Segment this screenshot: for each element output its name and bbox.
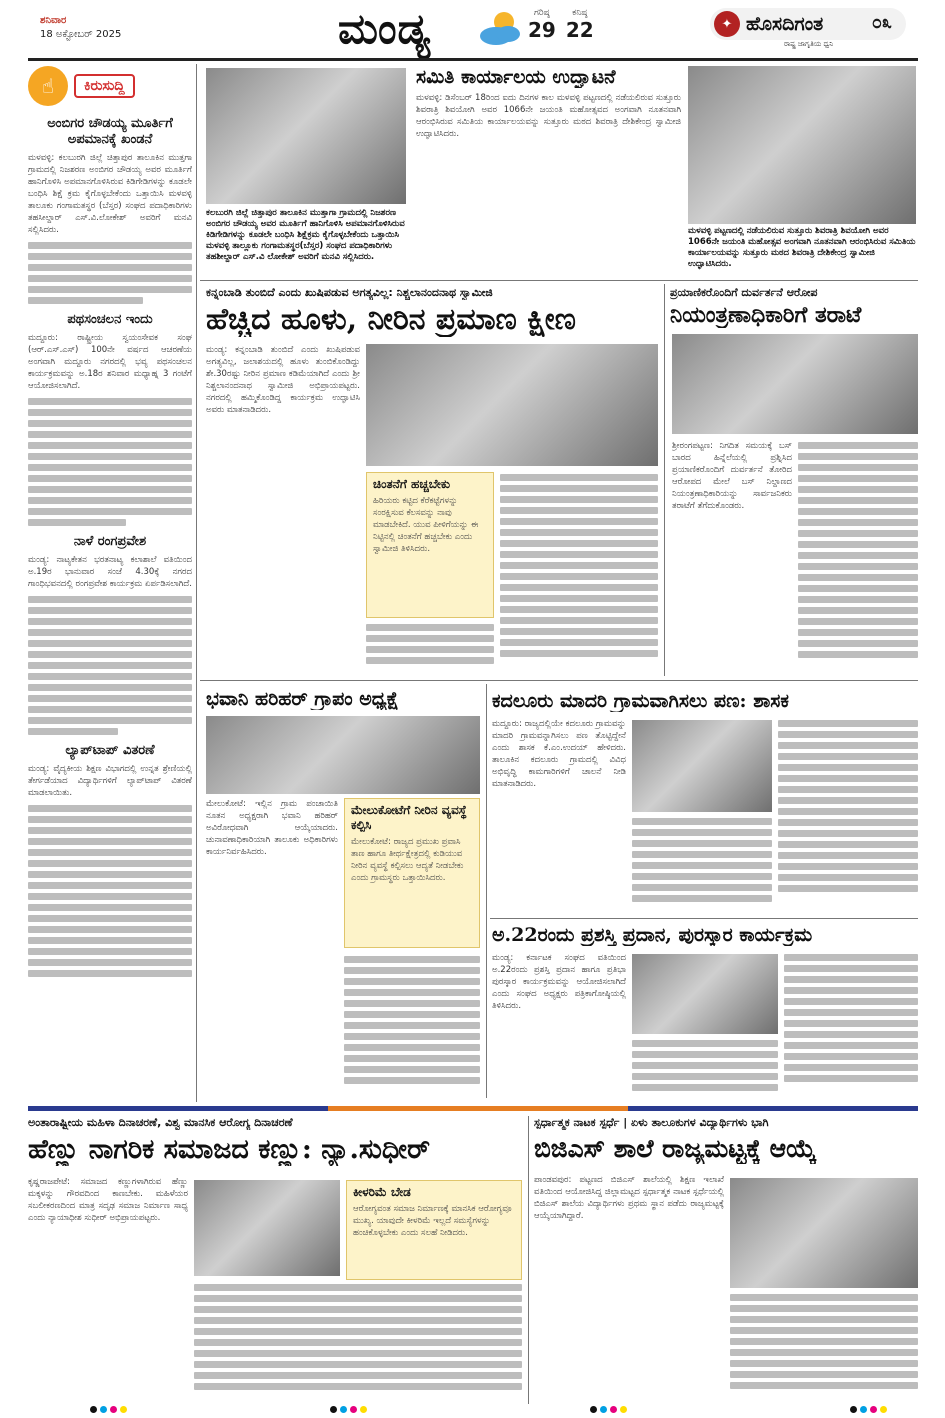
registration-dots	[850, 1406, 887, 1413]
lead-headline: ಹೆಚ್ಚಿದ ಹೂಳು, ನೀರಿನ ಪ್ರಮಾಣ ಕ್ಷೀಣ	[206, 302, 576, 337]
kadaluru-text-filler	[778, 720, 918, 914]
seminar-photo	[194, 1180, 340, 1276]
bhavani-story: ಮೇಲುಕೋಟೆ: ಇಲ್ಲಿನ ಗ್ರಾಮ ಪಂಚಾಯಿತಿ ನೂತನ ಅಧ್ಯಕ್ಷರಾಗಿ ಭವಾನಿ ಹರಿಹರ್ ಅವಿರೋಧವಾಗಿ ಆಯ್ಕೆಯಾದರು. ಚುನಾವಣಾಧಿಕಾರಿಯಾಗಿ ತಾಲೂಕು ಅಧಿಕಾರಿಗಳು ಕಾರ್ಯನಿರ್ವಹಿಸಿದರು.	[206, 799, 338, 857]
lead-kicker: ಕನ್ನಂಬಾಡಿ ತುಂಬಿದೆ ಎಂದು ಖುಷಿಪಡುವ ಅಗತ್ಯವಿಲ್ಲ: ನಿಶ್ಚಲಾನಂದನಾಥ ಸ್ವಾಮೀಜಿ	[206, 286, 493, 299]
newspaper-brand	[710, 8, 906, 40]
sidebar-headline: ಲ್ಯಾಪ್‌ಟಾಪ್ ವಿತರಣೆ	[65, 743, 155, 758]
date: 18 ಅಕ್ಟೋಬರ್ 2025	[40, 29, 122, 40]
story-text-filler	[28, 242, 192, 304]
column-divider	[528, 1116, 529, 1404]
lead-text-filler	[500, 474, 658, 670]
bgs-text-filler	[730, 1294, 918, 1402]
box-text: ಆರೋಗ್ಯವಂತ ಸಮಾಜ ನಿರ್ಮಾಣಕ್ಕೆ ಮಾನಸಿಕ ಆರೋಗ್ಯವೂ ಮುಖ್ಯ. ಯಾವುದೇ ಕೀಳರಿಮೆ ಇಲ್ಲದೆ ಸಮಸ್ಯೆಗಳನ್ನು ಹಂಚಿಕೊಳ್ಳಬೇಕು ಎಂದು ಸಲಹೆ ನೀಡಿದರು.	[353, 1204, 512, 1238]
samiti-story: ಮಳವಳ್ಳಿ: ಡಿಸೆಂಬರ್ 18ರಿಂದ ಐದು ದಿನಗಳ ಕಾಲ ಮಳವಳ್ಳಿ ಪಟ್ಟಣದಲ್ಲಿ ನಡೆಯಲಿರುವ ಸುತ್ತೂರು ಶಿವರಾತ್ರಿ ಶಿವಯೋಗಿ ಅವರ 1066ನೇ ಜಯಂತಿ ಮಹೋತ್ಸವದ ಅಂಗವಾಗಿ ನೂತನವಾಗಿ ಆರಂಭಿಸಿರುವ ಸಮಿತಿಯ ಕಾರ್ಯಾಲಯವನ್ನು ಸುತ್ತೂರು ಮಠದ ಶಿವರಾತ್ರಿ ದೇಶಿಕೇಂದ್ರ ಸ್ವಾಮೀಜಿ ಉದ್ಘಾಟಿಸಿದರು.	[416, 93, 681, 139]
sidebar-headline: ಅಂಬಿಗರ ಚೌಡಯ್ಯ ಮೂರ್ತಿಗೆ ಅಪಮಾನಕ್ಕೆ ಖಂಡನೆ	[47, 116, 173, 147]
short-news-sidebar	[28, 64, 192, 1102]
section-rule	[200, 680, 918, 681]
bgs-story: ಪಾಂಡವಪುರ: ಪಟ್ಟಣದ ಬಿಜಿಎಸ್ ಶಾಲೆಯಲ್ಲಿ ಶಿಕ್ಷಣ ಇಲಾಖೆ ವತಿಯಿಂದ ಆಯೋಜಿಸಿದ್ದ ಜಿಲ್ಲಾಮಟ್ಟದ ಸ್ಪರ್ಧಾತ್ಮಕ ನಾಟಕ ಸ್ಪರ್ಧೆಯಲ್ಲಿ ಬಿಜಿಎಸ್ ಶಾಲೆಯ ವಿದ್ಯಾರ್ಥಿಗಳು ಪ್ರಥಮ ಸ್ಥಾನ ಪಡೆದು ರಾಜ್ಯಮಟ್ಟಕ್ಕೆ ಆಯ್ಕೆಯಾಗಿದ್ದಾರೆ.	[534, 1175, 724, 1221]
box-title: ಮೇಲುಕೋಟೆಗೆ ನೀರಿನ ವ್ಯವಸ್ಥೆ ಕಲ್ಪಿಸಿ	[351, 803, 467, 832]
short-news-brand	[28, 64, 192, 108]
development-photo	[632, 720, 772, 812]
sidebar-story: ಮಳವಳ್ಳಿ: ಕಲಬುರಗಿ ಜಿಲ್ಲೆ ಚಿತ್ತಾಪುರ ತಾಲೂಕಿನ ಮುತ್ತಗಾ ಗ್ರಾಮದಲ್ಲಿ ನಿಜಶರಣ ಅಂಬಿಗರ ಚೌಡಯ್ಯ ಅವರ ಮೂರ್ತಿಗೆ ಹಾನಿಗೊಳಿಸಿ ಅಪಮಾನಗೊಳಿಸಿರುವ ಕಿಡಿಗೇಡಿಗಳನ್ನು ಕೂಡಲೇ ಬಂಧಿಸಿ ಶಿಕ್ಷೆ ಕ್ರಮ ಕೈಗೊಳ್ಳಬೇಕೆಂದು ಒತ್ತಾಯಿಸಿ ಮಳವಳ್ಳಿ ತಾಲೂಕು ಗಂಗಾಮತಸ್ಥರ (ಬೆಸ್ತರ) ಸಂಘದ ಪದಾಧಿಕಾರಿಗಳು ತಹಸೀಲ್ದಾರ್ ಎಸ್.ವಿ.ಲೋಕೇಶ್ ಅವರಿಗೆ ಮನವಿ ಸಲ್ಲಿಸಿದರು.	[28, 153, 192, 235]
weather-icon	[476, 8, 524, 48]
box-text: ಹಿರಿಯರು ಕಟ್ಟಿದ ಕೆರೆಕಟ್ಟೆಗಳನ್ನು ಸಂರಕ್ಷಿಸುವ ಕೆಲಸವನ್ನು ನಾವು ಮಾಡಬೇಕಿದೆ. ಯುವ ಪೀಳಿಗೆಯನ್ನು ಈ ನಿಟ್ಟಿನಲ್ಲಿ ಚಿಂತನೆಗೆ ಹಚ್ಚಬೇಕು ಎಂದು ಸ್ವಾಮೀಜಿ ತಿಳಿಸಿದರು.	[373, 496, 479, 554]
column-divider	[664, 284, 665, 676]
info-box	[366, 472, 494, 618]
kadaluru-text-filler	[632, 818, 772, 914]
min-temp-label: ಕನಿಷ್ಠ	[572, 8, 588, 18]
sidebar-story: ಮಂಡ್ಯ: ನಾಟ್ಯಕೇತನ ಭರತನಾಟ್ಯ ಕಲಾಶಾಲೆ ವತಿಯಿಂದ ಅ.19ರ ಭಾನುವಾರ ಸಂಜೆ 4.30ಕ್ಕೆ ನಗರದ ಗಾಂಧಿಭವನದಲ್ಲಿ ರಂಗಪ್ರವೇಶ ಕಾರ್ಯಕ್ರಮ ಏರ್ಪಡಿಸಲಾಗಿದೆ.	[28, 555, 192, 589]
panchayat-photo	[206, 716, 480, 794]
samiti-headline: ಸಮಿತಿ ಕಾರ್ಯಾಲಯ ಉದ್ಘಾಟನೆ	[416, 66, 616, 88]
registration-dots	[90, 1406, 127, 1413]
paper-tagline: ರಾಷ್ಟ್ರ ಜಾಗೃತಿಯ ಧ್ವನಿ	[784, 40, 834, 48]
story-text-filler	[28, 398, 192, 526]
story-text-filler	[28, 596, 192, 735]
photo-caption: ಕಲಬುರಗಿ ಜಿಲ್ಲೆ ಚಿತ್ತಾಪುರ ತಾಲೂಕಿನ ಮುತ್ತಾಗಾ ಗ್ರಾಮದಲ್ಲಿ ನಿಜಶರಣ ಅಂಬಿಗರ ಚೌಡಯ್ಯ ಅವರ ಮೂರ್ತಿಗೆ ಹಾನಿಗೊಳಿಸಿ ಅಪಮಾನಗೊಳಿಸಿರುವ ಕಿಡಿಗೇಡಿಗಳನ್ನು ಕೂಡಲೇ ಬಂಧಿಸಿ ಶಿಕ್ಷೆಕ್ರಮ ಕೈಗೊಳ್ಳಬೇಕೆಂದು ಒತ್ತಾಯಿಸಿ ಮಳವಳ್ಳಿ ತಾಲ್ಲೂಕು ಗಂಗಾಮತಸ್ಥರ(ಬೆಸ್ತರ) ಸಂಘದ ಪದಾಧಿಕಾರಿಗಳು ತಹಶೀಲ್ದಾರ್ ಎಸ್.ವಿ ಲೋಕೇಶ್ ಅವರಿಗೆ ಮನವಿ ಸಲ್ಲಿಸಿದರು.	[206, 208, 405, 262]
prashasti-story: ಮಂಡ್ಯ: ಕರ್ನಾಟಕ ಸಂಘದ ವತಿಯಿಂದ ಅ.22ರಂದು ಪ್ರಶಸ್ತಿ ಪ್ರದಾನ ಹಾಗೂ ಪ್ರತಿಭಾ ಪುರಸ್ಕಾರ ಕಾರ್ಯಕ್ರಮವನ್ನು ಆಯೋಜಿಸಲಾಗಿದೆ ಎಂದು ಸಂಘದ ಅಧ್ಯಕ್ಷರು ಪತ್ರಿಕಾಗೋಷ್ಠಿಯಲ್ಲಿ ತಿಳಿಸಿದರು.	[492, 953, 626, 1011]
protest-photo	[206, 68, 406, 204]
min-temp: 22	[565, 18, 594, 42]
box-title: ಚಿಂತನೆಗೆ ಹಚ್ಚಬೇಕು	[373, 477, 451, 491]
info-box	[346, 1180, 522, 1280]
section-color-bar	[28, 1106, 918, 1111]
lead-text-filler	[366, 624, 494, 674]
bgs-kicker: ಸ್ಪರ್ಧಾತ್ಮಕ ನಾಟಕ ಸ್ಪರ್ಧೆ | ಏಳು ತಾಲೂಕುಗಳ ವಿದ್ಯಾರ್ಥಿಗಳು ಭಾಗಿ	[534, 1116, 769, 1129]
weekday: ಶನಿವಾರ	[40, 15, 67, 26]
kadaluru-headline: ಕದಲೂರು ಮಾದರಿ ಗ್ರಾಮವಾಗಿಸಲು ಪಣ: ಶಾಸಕ	[492, 690, 789, 712]
lead-story: ಮಂಡ್ಯ: ಕನ್ನಂಬಾಡಿ ತುಂಬಿದೆ ಎಂದು ಖುಷಿಪಡುವ ಅಗತ್ಯವಿಲ್ಲ, ಜಲಾಶಯದಲ್ಲಿ ಹೂಳು ತುಂಬಿಕೊಂಡಿದ್ದು ಶೇ.30ರಷ್ಟು ನೀರಿನ ಪ್ರಮಾಣ ಕಡಿಮೆಯಾಗಿದೆ ಎಂದು ಶ್ರೀ ನಿಶ್ಚಲಾನಂದನಾಥ ಸ್ವಾಮೀಜಿ ಅಭಿಪ್ರಾಯಪಟ್ಟರು. ನಗರದಲ್ಲಿ ಹಮ್ಮಿಕೊಂಡಿದ್ದ ಕಾರ್ಯಕ್ರಮ ಉದ್ಘಾಟಿಸಿ ಅವರು ಮಾತನಾಡಿದರು.	[206, 345, 360, 415]
photo-caption: ಮಳವಳ್ಳಿ ಪಟ್ಟಣದಲ್ಲಿ ನಡೆಯಲಿರುವ ಸುತ್ತೂರು ಶಿವರಾತ್ರಿ ಶಿವಯೋಗಿ ಅವರ 1066ನೇ ಜಯಂತಿ ಮಹೋತ್ಸವ ಅಂಗವಾಗಿ ನೂತನವಾಗಿ ಆರಂಭಿಸಿರುವ ಸಮಿತಿಯ ಕಾರ್ಯಾಲಯವನ್ನು ಸುತ್ತೂರು ಮಠದ ಶಿವರಾತ್ರಿ ದೇಶಿಕೇಂದ್ರ ಸ್ವಾಮೀಜಿ ಉದ್ಘಾಟಿಸಿದರು.	[688, 226, 916, 269]
prashasti-headline: ಅ.22ರಂದು ಪ್ರಶಸ್ತಿ ಪ್ರದಾನ, ಪುರಸ್ಕಾರ ಕಾರ್ಯಕ್ರಮ	[492, 924, 813, 946]
sidebar-story: ಮಂಡ್ಯ: ವೈದ್ಯಕೀಯ ಶಿಕ್ಷಣ ವಿಭಾಗದಲ್ಲಿ ಉನ್ನತ ಶ್ರೇಣಿಯಲ್ಲಿ ತೇರ್ಗಡೆಯಾದ ವಿದ್ಯಾರ್ಥಿಗಳಿಗೆ ಲ್ಯಾಪ್‌ಟಾಪ್ ವಿತರಣೆ ಮಾಡಲಾಯಿತು.	[28, 764, 192, 798]
masthead	[0, 0, 945, 58]
kadaluru-story: ಮದ್ದೂರು: ರಾಜ್ಯದಲ್ಲಿಯೇ ಕದಲೂರು ಗ್ರಾಮವನ್ನು ಮಾದರಿ ಗ್ರಾಮವನ್ನಾಗಿಸಲು ಪಣ ತೊಟ್ಟಿದ್ದೇನೆ ಎಂದು ಶಾಸಕ ಕೆ.ಎಂ.ಉದಯ್ ಹೇಳಿದರು. ತಾಲೂಕಿನ ಕದಲೂರು ಗ್ರಾಮದಲ್ಲಿ ವಿವಿಧ ಅಭಿವೃದ್ಧಿ ಕಾಮಗಾರಿಗಳಿಗೆ ಚಾಲನೆ ನೀಡಿ ಮಾತನಾಡಿದರು.	[492, 719, 626, 789]
sidebar-headline: ನಾಳೆ ರಂಗಪ್ರವೇಶ	[73, 534, 147, 549]
prayana-text-filler	[798, 442, 918, 672]
page-number: ೦೩	[871, 12, 892, 33]
info-box	[344, 798, 480, 948]
women-headline: ಹೆಣ್ಣು ನಾಗರಿಕ ಸಮಾಜದ ಕಣ್ಣು: ನ್ಯಾ.ಸುಧೀರ್	[28, 1134, 431, 1165]
bhavani-headline: ಭವಾನಿ ಹರಿಹರ್ ಗ್ರಾಪಂ ಅಧ್ಯಕ್ಷೆ	[206, 688, 399, 710]
lamp-icon: ✦	[714, 11, 740, 37]
column-divider	[486, 684, 487, 1098]
sidebar-headline: ಪಥಸಂಚಲನ ಇಂದು	[67, 312, 153, 327]
prayana-story: ಶ್ರೀರಂಗಪಟ್ಟಣ: ನಿಗದಿತ ಸಮಯಕ್ಕೆ ಬಸ್ ಬಾರದ ಹಿನ್ನೆಲೆಯಲ್ಲಿ ಪ್ರಶ್ನಿಸಿದ ಪ್ರಯಾಣಿಕರೊಂದಿಗೆ ದುರ್ವರ್ತನೆ ತೋರಿದ ಆರೋಪದ ಮೇಲೆ ಬಸ್ ನಿಲ್ದಾಣದ ನಿಯಂತ್ರಣಾಧಿಕಾರಿಯನ್ನು ಸಾರ್ವಜನಿಕರು ತರಾಟೆಗೆ ತೆಗೆದುಕೊಂಡರು.	[672, 441, 792, 511]
bhavani-text-filler	[344, 956, 480, 1094]
paper-name: ಹೊಸದಿಗಂತ	[746, 13, 824, 35]
prayana-kicker: ಪ್ರಯಾಣಿಕರೊಂದಿಗೆ ದುರ್ವರ್ತನೆ ಆರೋಪ	[670, 286, 818, 299]
box-text: ಮೇಲುಕೋಟೆ: ರಾಜ್ಯದ ಪ್ರಮುಖ ಪ್ರವಾಸಿ ತಾಣ ಹಾಗೂ ತೀರ್ಥಕ್ಷೇತ್ರದಲ್ಲಿ ಕುಡಿಯುವ ನೀರಿನ ವ್ಯವಸ್ಥೆ ಕಲ್ಪಿಸಲು ಆದ್ಯತೆ ನೀಡಬೇಕು ಎಂದು ಗ್ರಾಮಸ್ಥರು ಒತ್ತಾಯಿಸಿದರು.	[351, 837, 464, 883]
prashasti-text-filler	[632, 1040, 778, 1098]
women-text-filler	[194, 1284, 522, 1402]
bgs-headline: ಬಿಜಿಎಸ್ ಶಾಲೆ ರಾಜ್ಯಮಟ್ಟಕ್ಕೆ ಆಯ್ಕೆ	[534, 1134, 817, 1163]
hand-icon: ☝	[28, 66, 68, 106]
masthead-rule	[28, 58, 918, 61]
registration-dots	[590, 1406, 627, 1413]
students-photo	[730, 1178, 918, 1288]
sidebar-story: ಮದ್ದೂರು: ರಾಷ್ಟ್ರೀಯ ಸ್ವಯಂಸೇವಕ ಸಂಘ (ಆರ್.ಎಸ್.ಎಸ್) 100ನೇ ವರ್ಷದ ಆಚರಣೆಯ ಅಂಗವಾಗಿ ಮದ್ದೂರು ನಗರದಲ್ಲಿ ಭವ್ಯ ಪಥಸಂಚಲನ ಕಾರ್ಯಕ್ರಮವನ್ನು ಅ.18ರ ಶನಿವಾರ ಮಧ್ಯಾಹ್ನ 3 ಗಂಟೆಗೆ ಆಯೋಜಿಸಲಾಗಿದೆ.	[28, 333, 192, 391]
temperature	[528, 8, 594, 42]
date-block	[40, 14, 121, 42]
column-divider	[196, 64, 197, 1102]
women-story: ಕೃಷ್ಣರಾಜಪೇಟೆ: ಸಮಾಜದ ಕಣ್ಣುಗಳಾಗಿರುವ ಹೆಣ್ಣು ಮಕ್ಕಳನ್ನು ಗೌರವದಿಂದ ಕಾಣಬೇಕು. ಮಹಿಳೆಯರ ಸಬಲೀಕರಣದಿಂದ ಮಾತ್ರ ಸದೃಢ ಸಮಾಜ ನಿರ್ಮಾಣ ಸಾಧ್ಯ ಎಂದು ನ್ಯಾಯಾಧೀಶ ಸುಧೀರ್ ಅಭಿಪ್ರಾಯಪಟ್ಟರು.	[28, 1177, 188, 1223]
inauguration-photo	[688, 66, 916, 224]
story-text-filler	[28, 805, 192, 977]
women-kicker: ಅಂತಾರಾಷ್ಟ್ರೀಯ ಮಹಿಳಾ ದಿನಾಚರಣೆ, ವಿಶ್ವ ಮಾನಸಿಕ ಆರೋಗ್ಯ ದಿನಾಚರಣೆ	[28, 1116, 293, 1129]
max-temp: 29	[528, 18, 556, 42]
section-rule	[200, 280, 918, 281]
city-title: ಮಂಡ್ಯ	[338, 4, 432, 53]
press-meet-photo	[632, 954, 778, 1034]
prashasti-text-filler	[784, 954, 918, 1098]
registration-dots	[330, 1406, 367, 1413]
max-temp-label: ಗರಿಷ್ಠ	[534, 8, 550, 18]
prayana-headline: ನಿಯಂತ್ರಣಾಧಿಕಾರಿಗೆ ತರಾಟೆ	[670, 302, 862, 328]
event-photo	[366, 344, 658, 466]
short-news-title: ಕಿರುಸುದ್ದಿ	[74, 74, 135, 98]
bus-station-photo	[672, 334, 918, 434]
box-title: ಕೀಳರಿಮೆ ಬೇಡ	[353, 1185, 411, 1199]
section-rule	[490, 918, 918, 919]
